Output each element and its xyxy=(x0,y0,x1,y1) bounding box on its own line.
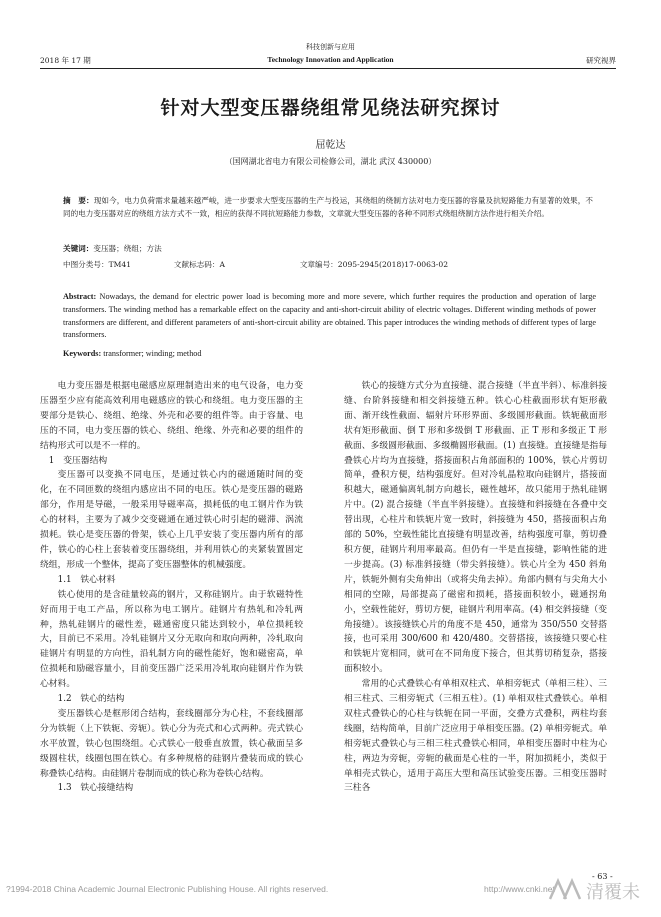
header-rule xyxy=(40,68,616,69)
article-title: 针对大型变压器绕组常见绕法研究探讨 xyxy=(160,97,501,119)
body-paragraph: 变压器铁心是框形闭合结构，套线圈部分为心柱，不套线圈部分为铁轭（上下铁轭、旁轭）。铁心分为壳式和心式两种。壳式铁心水平放置，铁心包围绕组。心式铁心一般垂直放置，铁心截面呈多级圆柱状，线圈包围在铁心。有多种规格的硅钢片叠装而成的铁心称叠铁心结构。由硅钢片卷制而成的铁心称为卷铁心结构。 xyxy=(40,708,303,779)
keywords-en xyxy=(63,348,596,361)
article-no-label: 文章编号： xyxy=(299,260,338,269)
body-paragraph: 电力变压器是根据电磁感应原理制造出来的电气设备，电力变压器至少应有能高效利用电磁感应的铁心和绕组。电力变压器的主要部分是铁心、绕组、绝缘、外壳和必要的组件等。由于容量、电压的不同，电力变压器的铁心、绕组、绝缘、外壳和必要的组件的结构形式可以是不一样的。 xyxy=(40,381,303,451)
body-paragraph: 铁心使用的是含硅量较高的钢片，又称硅钢片。由于软磁特性好而用于电工产品，所以称为电工钢片。硅钢片有热轧和冷轧两种，热轧硅钢片的磁性差，磁通密度只能达到较小，单位损耗较大，目前已不采用。冷轧硅钢片又分无取向和取向两种，冷轧取向硅钢片有明显的方向性，沿轧制方向的磁性能好，饱和磁密高，单位损耗和励磁容量小，目前变压器广泛采用冷轧取向硅钢片作为铁心材料。 xyxy=(40,589,303,690)
keywords-cn-text: 变压器；绕组；方法 xyxy=(93,244,162,253)
section-heading: 1 变压器结构 xyxy=(48,455,108,466)
footer-url[interactable]: http://www.cnki.net xyxy=(484,884,555,894)
abstract-cn xyxy=(63,194,593,220)
abstract-en xyxy=(63,291,596,342)
classification-row xyxy=(63,258,593,271)
body-paragraph: 常用的心式叠铁心有单相双柱式、单相旁轭式（单相三柱）、三相三柱式、三相旁轭式（三相五柱）。(1) 单相双柱式叠铁心。单相双柱式叠铁心的心柱与铁轭在同一平面，交叠方式叠积，两柱均套线圈，结构简单，目前广泛应用于单相变压器。(2) 单相旁轭式。单相旁轭式叠铁心与三相三柱式叠铁心相同，单相变压器时中柱为心柱，两边为旁轭，旁轭的截面是心柱的一半，附加损耗小，类似于单相壳式铁心，适用于高压大型和高压试验变压器。三相变压器时三柱各 xyxy=(344,679,607,794)
page-number: - 63 - xyxy=(592,872,613,881)
subsection-heading: 1.2 铁心的结构 xyxy=(57,694,125,705)
subsection-heading: 1.3 铁心接缝结构 xyxy=(57,783,134,794)
body-paragraph: 铁心的接缝方式分为直接缝、混合接缝（半直半斜）、标准斜接缝、台阶斜接缝和相交斜接缝五种。铁心心柱截面形状有矩形截面、渐开线性截面、辐射片环形界面、多级圆形截面。铁轭截面形状有矩形截面、倒 T 形和多级倒 T 形截面、正 T 形和多级正 T 形截面、多级圆形截面、多级椭圆形截面。(1) 直接缝。直接缝是指每叠铁心片均为直接缝，搭接面积占角部面积的 100%，铁心片剪切简单，叠积方便，结构强度好。但对冷轧晶粒取向硅钢片，搭接面积越大，磁通偏离轧制方向越长，磁性越坏，故只能用于热轧硅钢片中。(2) 混合接缝（半直半斜接缝）。直接缝和斜接缝在各叠中交替出现，心柱片和铁轭片宽一致时，斜接缝为 450，搭接面积占角部的 50%，空载性能比直接缝有明显改善，结构强度可靠，剪切叠积方便，硅钢片利用率最高。但仍有一半是直接缝，影响性能的进一步提高。(3) 标准斜接缝（带尖斜接缝）。铁心片全为 450 斜角片，铁轭外侧有尖角伸出（或将尖角去掉）。角部内侧有与尖角大小相同的空隙，局部提高了磁密和损耗，搭接面积较小，磁通拐角小，空载性能好，剪切方便，硅钢片利用率高。(4) 相交斜接缝（变角接缝）。该接缝铁心片的角度不是 450，通常为 350/550 交替搭接，也可采用 300/600 和 420/480。交替搭接，该接缝只要心柱和铁轭片宽相同，就可在不同角度下接合，但其剪切稍复杂，搭接面积较小。 xyxy=(344,381,607,675)
issue-label: 2018 年 17 期 xyxy=(40,56,91,65)
keywords-en-label: Keywords: xyxy=(63,349,102,358)
article-affiliation: （国网湖北省电力有限公司检修公司，湖北 武汉 430000） xyxy=(224,157,437,166)
keywords-cn xyxy=(63,242,593,255)
publisher-logo xyxy=(544,875,654,905)
logo-text: 清覆未 xyxy=(586,882,640,903)
article-no-value: 2095-2945(2018)17-0063-02 xyxy=(337,260,449,269)
journal-name-cn: 科技创新与应用 xyxy=(306,43,355,51)
copyright-notice: ?1994-2018 China Academic Journal Electronic Publishing House. All rights reserved. xyxy=(6,884,329,894)
doc-code-value: A xyxy=(219,260,225,269)
body-right-column xyxy=(344,379,607,796)
subsection-heading: 1.1 铁心材料 xyxy=(57,574,116,585)
keywords-en-text: transformer; winding; method xyxy=(103,349,202,358)
doc-code-label: 文献标志码： xyxy=(173,260,220,269)
body-paragraph: 变压器可以变换不同电压，是通过铁心内的磁通随时间的变化，在不同匝数的绕组内感应出不同的电压。铁心是变压器的磁路部分，作用是导磁，一般采用导磁率高，损耗低的电工钢片作为铁心的材料，主要为了减少交变磁通在通过铁心时引起的磁滞、涡流损耗。铁心是变压器的骨架，铁心上几乎安装了变压器内所有的部件，铁心的心柱上套装着变压器绕组，并利用铁心的夹紧装置固定绕组，形成一个整体，提高了变压器整体的机械强度。 xyxy=(40,470,303,570)
abstract-en-label: Abstract: xyxy=(63,292,97,301)
keywords-cn-label: 关键词： xyxy=(63,244,94,253)
section-label: 研究视界 xyxy=(586,56,616,65)
article-author: 屈乾达 xyxy=(315,140,346,151)
clc-label: 中图分类号： xyxy=(63,260,109,269)
abstract-en-text: Nowadays, the demand for electric power load is becoming more and more severe, which further requires the production and operation of large transformers. The winding method has a remarkable effect on the capacity and anti-short-circuit ability of electric voltages. Different winding methods of power transformers are different, and different parameters of anti-short-circuit ability are obtained. This paper introduces the winding methods of different types of large transformers. xyxy=(63,292,597,340)
abstract-cn-text: 现如今，电力负荷需求量越来越严峻，进一步要求大型变压器的生产与投运，其绕组的绕制方法对电力变压器的容量及抗短路能力有显著的效果，不同的电力变压器对应的绕组方法方式不一致，相应的获得不同抗短路能力参数，文章就大型变压器的各种不同形式绕组绕制方法作进行相关介绍。 xyxy=(63,196,593,219)
clc-value: TM41 xyxy=(108,260,132,269)
journal-name-en: Technology Innovation and Application xyxy=(267,55,394,64)
abstract-cn-label: 摘 要： xyxy=(63,196,94,205)
body-left-column xyxy=(40,379,303,796)
